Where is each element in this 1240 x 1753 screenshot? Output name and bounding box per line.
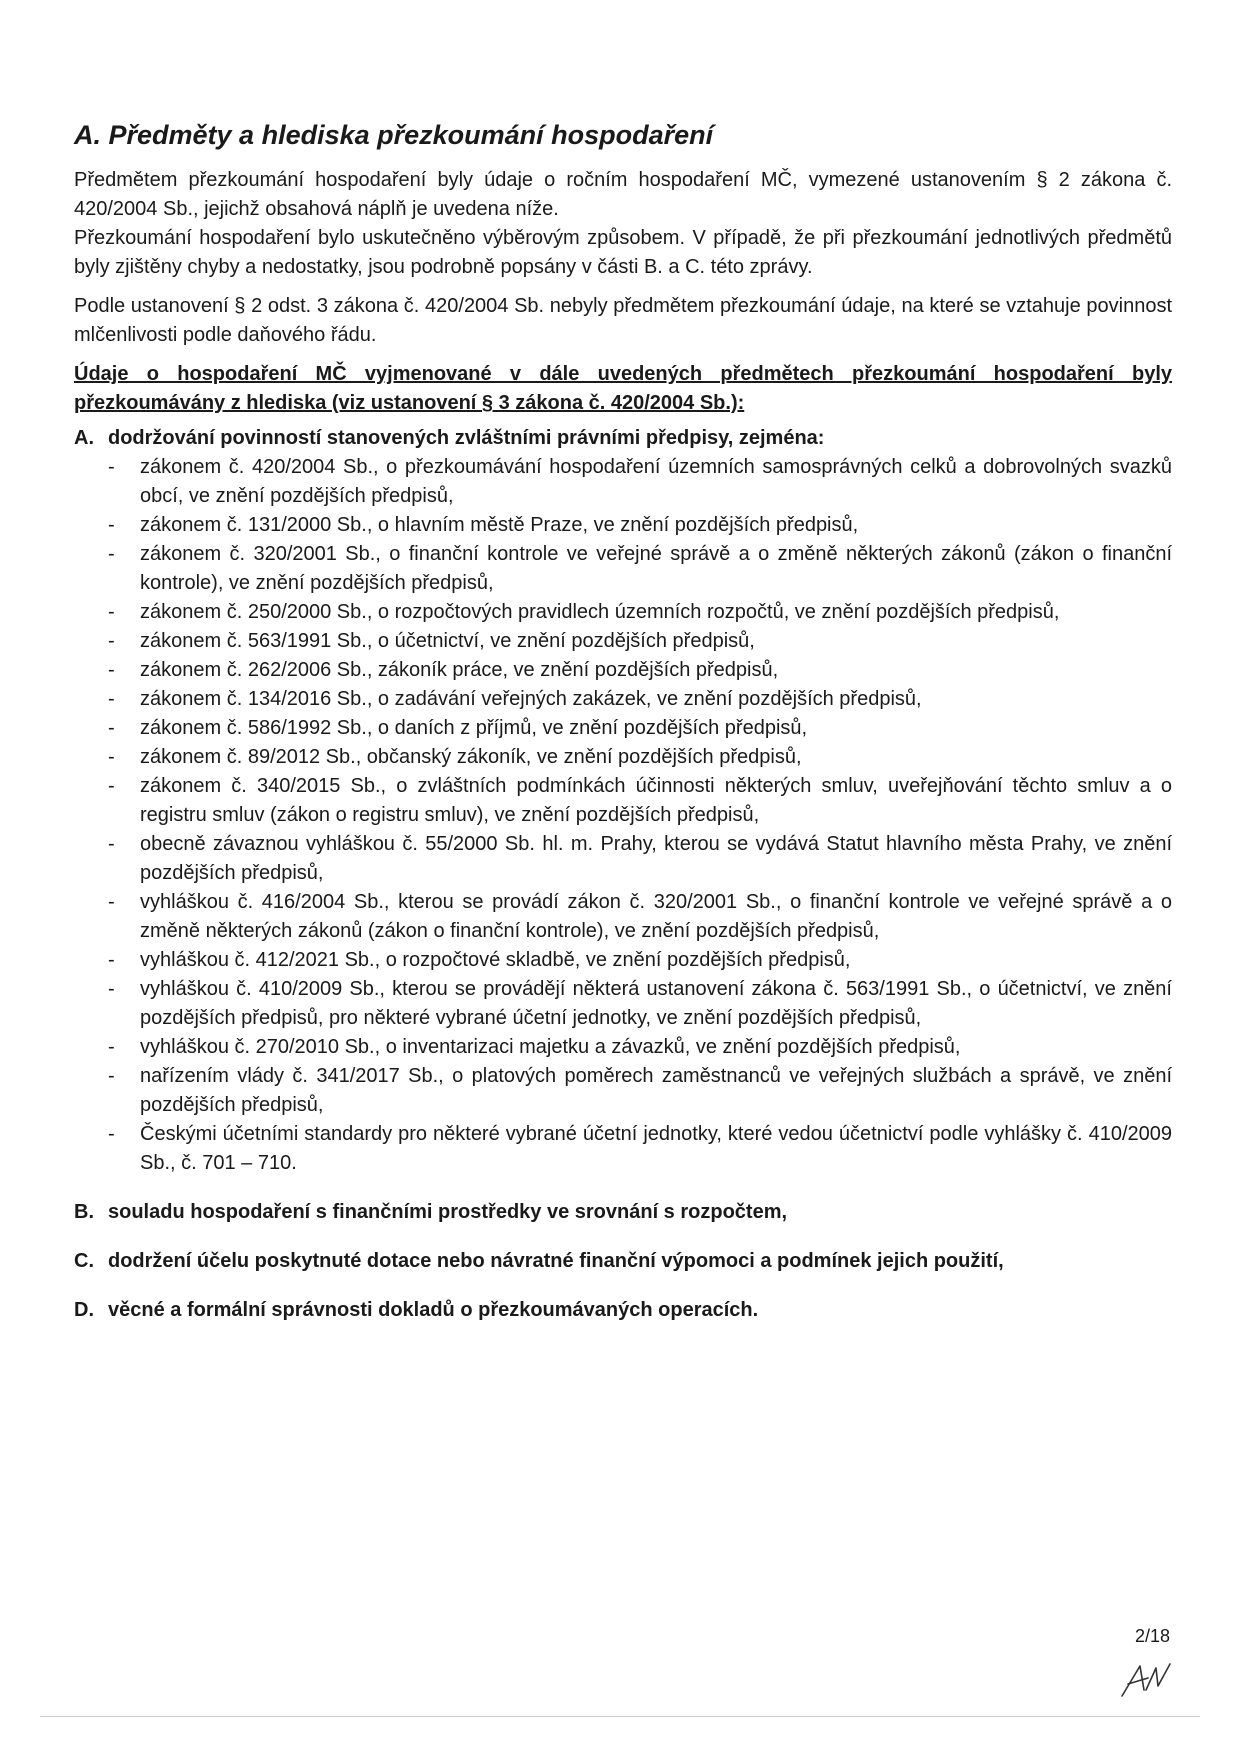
list-dash: - bbox=[108, 688, 115, 710]
section-b bbox=[74, 1198, 1172, 1227]
law-list-item bbox=[108, 714, 1172, 743]
section-b-letter: B. bbox=[74, 1201, 94, 1223]
section-b-title: souladu hospodaření s finančními prostředky ve srovnání s rozpočtem, bbox=[108, 1201, 788, 1223]
law-list-item bbox=[108, 685, 1172, 714]
list-dash: - bbox=[108, 717, 115, 739]
list-dash: - bbox=[108, 630, 115, 652]
footer-divider bbox=[40, 1716, 1200, 1717]
intro-paragraph-2: Přezkoumání hospodaření bylo uskutečněno výběrovým způsobem. V případě, že při přezkoumání jednotlivých předmětů byly zjištěny chyby a nedostatky, jsou podrobně popsány v části B. a C. této zprávy. bbox=[74, 227, 1172, 278]
list-dash: - bbox=[108, 1065, 115, 1087]
section-heading: A. Předměty a hlediska přezkoumání hospodaření bbox=[74, 120, 714, 150]
law-item-text: nařízením vlády č. 341/2017 Sb., o platových poměrech zaměstnanců ve veřejných službách a správě, ve znění pozdějších předpisů, bbox=[140, 1065, 1172, 1116]
list-dash: - bbox=[108, 601, 115, 623]
law-item-text: zákonem č. 320/2001 Sb., o finanční kontrole ve veřejné správě a o změně některých zákonů (zákon o finanční kontrole), ve znění pozdějších předpisů, bbox=[140, 543, 1172, 594]
section-a-letter: A. bbox=[74, 427, 94, 449]
document-body bbox=[74, 118, 1172, 1325]
section-a-title: dodržování povinností stanovených zvláštními právními předpisy, zejména: bbox=[108, 427, 825, 449]
law-list-item bbox=[108, 1062, 1172, 1120]
law-list-item bbox=[108, 1120, 1172, 1178]
law-list-item bbox=[108, 743, 1172, 772]
law-list-item bbox=[108, 511, 1172, 540]
law-item-text: vyhláškou č. 416/2004 Sb., kterou se provádí zákon č. 320/2001 Sb., o finanční kontrole ve veřejné správě a o změně některých zákonů (zákon o finanční kontrole), ve znění pozdějších předpisů, bbox=[140, 891, 1172, 942]
list-dash: - bbox=[108, 514, 115, 536]
section-d bbox=[74, 1296, 1172, 1325]
section-d-title: věcné a formální správnosti dokladů o přezkoumávaných operacích. bbox=[108, 1299, 759, 1321]
list-dash: - bbox=[108, 833, 115, 855]
list-dash: - bbox=[108, 543, 115, 565]
law-list-item bbox=[108, 888, 1172, 946]
section-c-title: dodržení účelu poskytnuté dotace nebo návratné finanční výpomoci a podmínek jejich použití, bbox=[108, 1250, 1004, 1272]
law-item-text: zákonem č. 131/2000 Sb., o hlavním městě Praze, ve znění pozdějších předpisů, bbox=[140, 514, 859, 536]
law-list-item bbox=[108, 830, 1172, 888]
list-dash: - bbox=[108, 746, 115, 768]
signature-initials-icon bbox=[1118, 1660, 1174, 1700]
law-item-text: Českými účetními standardy pro některé vybrané účetní jednotky, které vedou účetnictví podle vyhlášky č. 410/2009 Sb., č. 701 – 710. bbox=[140, 1123, 1172, 1174]
list-dash: - bbox=[108, 891, 115, 913]
law-list bbox=[74, 453, 1172, 1178]
law-item-text: vyhláškou č. 270/2010 Sb., o inventarizaci majetku a závazků, ve znění pozdějších předpisů, bbox=[140, 1036, 961, 1058]
law-list-item bbox=[108, 656, 1172, 685]
law-item-text: zákonem č. 262/2006 Sb., zákoník práce, ve znění pozdějších předpisů, bbox=[140, 659, 779, 681]
law-list-item bbox=[108, 627, 1172, 656]
law-item-text: zákonem č. 89/2012 Sb., občanský zákoník, ve znění pozdějších předpisů, bbox=[140, 746, 802, 768]
law-item-text: vyhláškou č. 410/2009 Sb., kterou se provádějí některá ustanovení zákona č. 563/1991 Sb., o účetnictví, ve znění pozdějších předpisů, pro některé vybrané účetní jednotky, ve znění pozdějších předpisů, bbox=[140, 978, 1172, 1029]
list-dash: - bbox=[108, 1123, 115, 1145]
section-a-header bbox=[74, 424, 1172, 453]
law-list-item bbox=[108, 598, 1172, 627]
law-item-text: zákonem č. 420/2004 Sb., o přezkoumávání hospodaření územních samosprávných celků a dobrovolných svazků obcí, ve znění pozdějších předpisů, bbox=[140, 456, 1172, 507]
list-dash: - bbox=[108, 456, 115, 478]
list-dash: - bbox=[108, 775, 115, 797]
law-item-text: zákonem č. 340/2015 Sb., o zvláštních podmínkách účinnosti některých smluv, uveřejňování těchto smluv a o registru smluv (zákon o registru smluv), ve znění pozdějších předpisů, bbox=[140, 775, 1172, 826]
law-list-item bbox=[108, 772, 1172, 830]
law-list-item bbox=[108, 453, 1172, 511]
intro-paragraph-3: Podle ustanovení § 2 odst. 3 zákona č. 420/2004 Sb. nebyly předmětem přezkoumání údaje, na které se vztahuje povinnost mlčenlivosti podle daňového řádu. bbox=[74, 295, 1172, 346]
list-dash: - bbox=[108, 978, 115, 1000]
law-list-item bbox=[108, 540, 1172, 598]
review-criteria-heading: Údaje o hospodaření MČ vyjmenované v dále uvedených předmětech přezkoumání hospodaření byly přezkoumávány z hlediska (viz ustanovení § 3 zákona č. 420/2004 Sb.): bbox=[74, 363, 1172, 414]
law-list-item bbox=[108, 946, 1172, 975]
page-number: 2/18 bbox=[1134, 1626, 1170, 1646]
section-d-letter: D. bbox=[74, 1299, 94, 1321]
intro-paragraph-1: Předmětem přezkoumání hospodaření byly údaje o ročním hospodaření MČ, vymezené ustanovením § 2 zákona č. 420/2004 Sb., jejichž obsahová náplň je uvedena níže. bbox=[74, 169, 1172, 220]
law-list-item bbox=[108, 1033, 1172, 1062]
law-item-text: zákonem č. 134/2016 Sb., o zadávání veřejných zakázek, ve znění pozdějších předpisů, bbox=[140, 688, 922, 710]
law-item-text: zákonem č. 586/1992 Sb., o daních z příjmů, ve znění pozdějších předpisů, bbox=[140, 717, 808, 739]
list-dash: - bbox=[108, 949, 115, 971]
law-item-text: obecně závaznou vyhláškou č. 55/2000 Sb. hl. m. Prahy, kterou se vydává Statut hlavního města Prahy, ve znění pozdějších předpisů, bbox=[140, 833, 1172, 884]
law-item-text: zákonem č. 250/2000 Sb., o rozpočtových pravidlech územních rozpočtů, ve znění pozdějších předpisů, bbox=[140, 601, 1060, 623]
law-list-item bbox=[108, 975, 1172, 1033]
law-item-text: vyhláškou č. 412/2021 Sb., o rozpočtové skladbě, ve znění pozdějších předpisů, bbox=[140, 949, 851, 971]
law-item-text: zákonem č. 563/1991 Sb., o účetnictví, ve znění pozdějších předpisů, bbox=[140, 630, 755, 652]
section-c bbox=[74, 1247, 1172, 1276]
list-dash: - bbox=[108, 659, 115, 681]
list-dash: - bbox=[108, 1036, 115, 1058]
section-c-letter: C. bbox=[74, 1250, 94, 1272]
